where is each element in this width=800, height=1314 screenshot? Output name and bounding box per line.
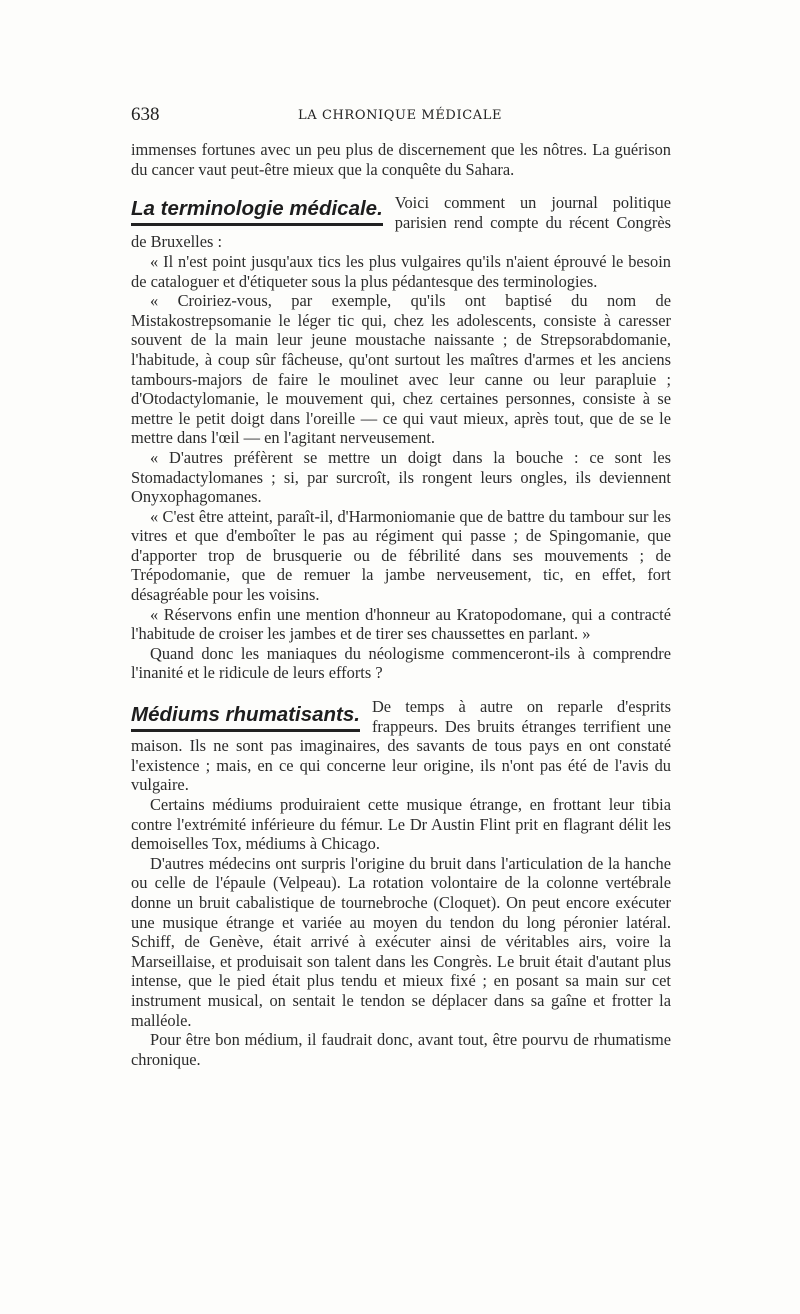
paragraph: « D'autres préfèrent se mettre un doigt dans la bouche : ce sont les Stomadactylomanes ; si, par surcroît, ils rongent leurs ongles, ils deviennent Onyxophagomanes. (131, 447, 671, 507)
section-title-mediums: Médiums rhumatisants. (131, 703, 360, 732)
paragraph: « Croiriez-vous, par exemple, qu'ils ont baptisé du nom de Mistakostrepsomanie le léger tic qui, chez les adolescents, consiste à caresser souvent de la main leur jeune moustache naissante ; de Strepsorabdomanie, l'habitude, à coup sûr fâcheuse, qu'ont surtout les maîtres d'armes et les anciens tambours-majors de faire le moulinet avec leur canne ou leur parapluie ; d'Otodactylomanie, le mouvement qui, chez certaines personnes, consiste à se mettre le petit doigt dans l'oreille — ce qui vaut mieux, après tout, que de se le mettre dans l'œil — en l'agitant nerveusement. (131, 291, 671, 448)
section-mediums (131, 697, 671, 795)
paragraph: Quand donc les maniaques du néologisme commenceront-ils à comprendre l'inanité et le ridicule de leurs efforts ? (131, 643, 671, 683)
paragraph: « Il n'est point jusqu'aux tics les plus vulgaires qu'ils n'aient éprouvé le besoin de cataloguer et d'étiqueter sous la plus pédantesque des terminologies. (131, 251, 671, 291)
paragraph: « C'est être atteint, paraît-il, d'Harmoniomanie que de battre du tambour sur les vitres et que d'emboîter le pas au régiment qui passe ; de Spingomanie, que d'apporter trop de brusquerie ou de fébrilité dans ses mouvements ; de Trépodomanie, que de remuer la jambe nerveusement, tic, en effet, fort désagréable pour les voisins. (131, 506, 671, 605)
section-lead-terminologie: Voici comment un journal politique parisien rend compte du récent Congrès de Bruxelles : (131, 193, 671, 252)
section-lead-mediums: De temps à autre on reparle d'esprits frappeurs. Des bruits étranges terrifient une maison. Ils ne sont pas imaginaires, des savants de tous pays en ont constaté l'existence ; mais, en ce qui concerne leur origine, ils n'ont pas été de l'avis du vulgaire. (131, 697, 671, 795)
paragraph: D'autres médecins ont surpris l'origine du bruit dans l'articulation de la hanche ou celle de l'épaule (Velpeau). La rotation volontaire de la colonne vertébrale donne un bruit cabalistique de tournebroche (Cloquet). On peut encore exécuter une musique étrange et variée au moyen du tendon du long péronier latéral. Schiff, de Genève, était arrivé à exécuter ainsi de véritables airs, voire la Marseillaise, et produisait son talent dans les Congrès. Le bruit était d'autant plus intense, que le pied était plus tendu et mieux fixé ; en posant sa main sur cet instrument musical, on sentait le tendon se déplacer dans sa gaîne et frotter la malléole. (131, 853, 671, 1030)
intro-paragraph: immenses fortunes avec un peu plus de discernement que les nôtres. La guérison du cancer vaut peut-être mieux que la conquête du Sahara. (131, 140, 671, 179)
paragraph: « Réservons enfin une mention d'honneur au Kratopodomane, qui a contracté l'habitude de croiser les jambes et de tirer ses chaussettes en parlant. » (131, 604, 671, 644)
page-number: 638 (131, 104, 160, 125)
section-title-terminologie: La terminologie médicale. (131, 197, 383, 226)
paragraph: Pour être bon médium, il faudrait donc, avant tout, être pourvu de rhumatisme chronique. (131, 1030, 671, 1069)
page-header (131, 104, 671, 134)
article-body (131, 140, 671, 1069)
section-terminologie (131, 193, 671, 252)
running-head: LA CHRONIQUE MÉDICALE (298, 108, 503, 123)
paragraph: Certains médiums produiraient cette musique étrange, en frottant leur tibia contre l'extrémité inférieure du fémur. Le Dr Austin Flint prit en flagrant délit les demoiselles Tox, médiums à Chicago. (131, 795, 671, 854)
